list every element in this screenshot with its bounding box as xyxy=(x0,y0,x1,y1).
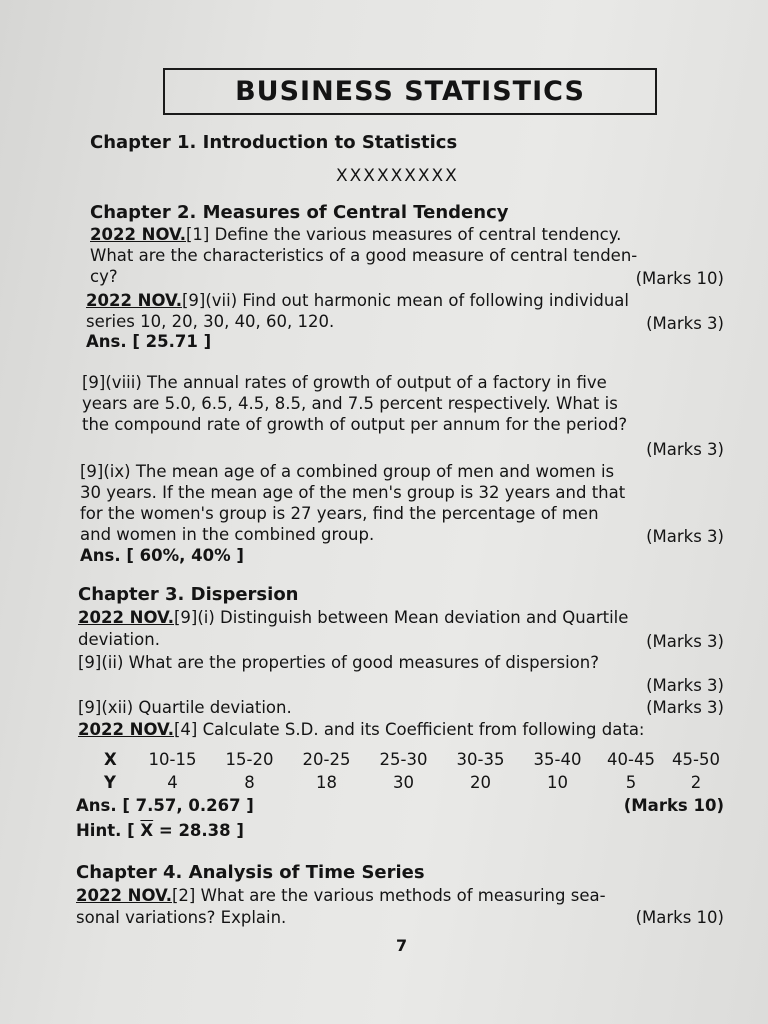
table-cell: 25-30 xyxy=(379,750,428,769)
ch3-q4-marks: (Marks 10) xyxy=(623,796,724,815)
table-x-label: X xyxy=(104,750,117,769)
ch2-q2-line2: series 10, 20, 30, 40, 60, 120. xyxy=(86,312,335,331)
ch3-q4-answer: Ans. [ 7.57, 0.267 ] xyxy=(76,796,254,815)
ch3-q4-tag: 2022 NOV. xyxy=(78,720,174,739)
ch3-q1-line2: deviation. xyxy=(78,630,160,649)
ch3-q1-marks: (Marks 3) xyxy=(646,632,724,651)
table-cell: 30 xyxy=(393,773,414,792)
ch2-q4-line2: 30 years. If the mean age of the men's group is 32 years and that xyxy=(80,483,626,502)
page-number: 7 xyxy=(396,936,408,955)
ch2-q1-tag: 2022 NOV. xyxy=(90,225,186,244)
page-title: BUSINESS STATISTICS xyxy=(163,68,657,115)
ch2-q2-line1: 2022 NOV.[9](vii) Find out harmonic mean of following individual xyxy=(86,291,629,310)
ch2-q4-line1: [9](ix) The mean age of a combined group of men and women is xyxy=(80,462,615,481)
frequency-table xyxy=(104,748,726,794)
chapter-3-heading: Chapter 3. Dispersion xyxy=(78,584,299,605)
ch3-q3-marks: (Marks 3) xyxy=(646,698,724,717)
ch2-q1-line2: What are the characteristics of a good measure of central tenden- xyxy=(90,246,638,265)
ch2-q4-line3: for the women's group is 27 years, find the percentage of men xyxy=(80,504,599,523)
ch3-q2-line1: [9](ii) What are the properties of good measures of dispersion? xyxy=(78,653,599,672)
table-cell: 18 xyxy=(316,773,337,792)
ch2-q4-marks: (Marks 3) xyxy=(646,527,724,546)
table-cell: 40-45 xyxy=(607,750,655,769)
ch2-q4-line4: and women in the combined group. xyxy=(80,525,375,544)
ch3-q4-line1: 2022 NOV.[4] Calculate S.D. and its Coefficient from following data: xyxy=(78,720,645,739)
ch4-q1-marks: (Marks 10) xyxy=(635,908,724,927)
table-cell: 20 xyxy=(470,773,491,792)
chapter-2-heading: Chapter 2. Measures of Central Tendency xyxy=(90,202,509,223)
ch3-q1-tag: 2022 NOV. xyxy=(78,608,174,627)
ch2-q1-marks: (Marks 10) xyxy=(635,269,724,288)
table-cell: 10 xyxy=(547,773,568,792)
ch2-q3-line1: [9](viii) The annual rates of growth of output of a factory in five xyxy=(82,373,607,392)
ch2-q4-answer: Ans. [ 60%, 40% ] xyxy=(80,546,244,565)
ch2-q1-line3: cy? xyxy=(90,267,118,286)
ch2-q2-answer: Ans. [ 25.71 ] xyxy=(86,332,212,351)
table-cell: 35-40 xyxy=(533,750,582,769)
ch4-q1-tag: 2022 NOV. xyxy=(76,886,172,905)
table-cell: 15-20 xyxy=(225,750,274,769)
table-cell: 10-15 xyxy=(148,750,197,769)
table-y-label: Y xyxy=(104,773,116,792)
ch4-q1-line1: 2022 NOV.[2] What are the various methods of measuring sea- xyxy=(76,886,606,905)
table-row-x xyxy=(104,748,726,771)
chapter-1-placeholder: XXXXXXXXX xyxy=(336,166,459,186)
ch4-q1-line2: sonal variations? Explain. xyxy=(76,908,287,927)
table-cell: 45-50 xyxy=(672,750,720,769)
ch2-q3-marks: (Marks 3) xyxy=(646,440,724,459)
table-cell: 2 xyxy=(690,773,702,792)
ch3-q3-line1: [9](xii) Quartile deviation. xyxy=(78,698,292,717)
table-cell: 30-35 xyxy=(456,750,505,769)
table-cell: 4 xyxy=(167,773,178,792)
table-cell: 20-25 xyxy=(302,750,351,769)
ch2-q2-tag: 2022 NOV. xyxy=(86,291,182,310)
table-row-y xyxy=(104,771,726,794)
ch3-q4-hint: Hint. [ $\overline{X} = 28.38$ ] xyxy=(76,821,244,840)
ch2-q3-line2: years are 5.0, 6.5, 4.5, 8.5, and 7.5 percent respectively. What is xyxy=(82,394,618,413)
table-cell: 8 xyxy=(244,773,255,792)
table-cell: 5 xyxy=(625,773,637,792)
ch2-q2-marks: (Marks 3) xyxy=(646,314,724,333)
ch2-q3-line3: the compound rate of growth of output per annum for the period? xyxy=(82,415,628,434)
ch3-q1-line1: 2022 NOV.[9](i) Distinguish between Mean deviation and Quartile xyxy=(78,608,629,627)
ch2-q1-line1: 2022 NOV.[1] Define the various measures of central tendency. xyxy=(90,225,622,244)
chapter-1-heading: Chapter 1. Introduction to Statistics xyxy=(90,132,458,153)
chapter-4-heading: Chapter 4. Analysis of Time Series xyxy=(76,862,425,883)
x-bar-symbol: $\overline{X}$ xyxy=(140,821,154,840)
ch3-q2-marks: (Marks 3) xyxy=(646,676,724,695)
